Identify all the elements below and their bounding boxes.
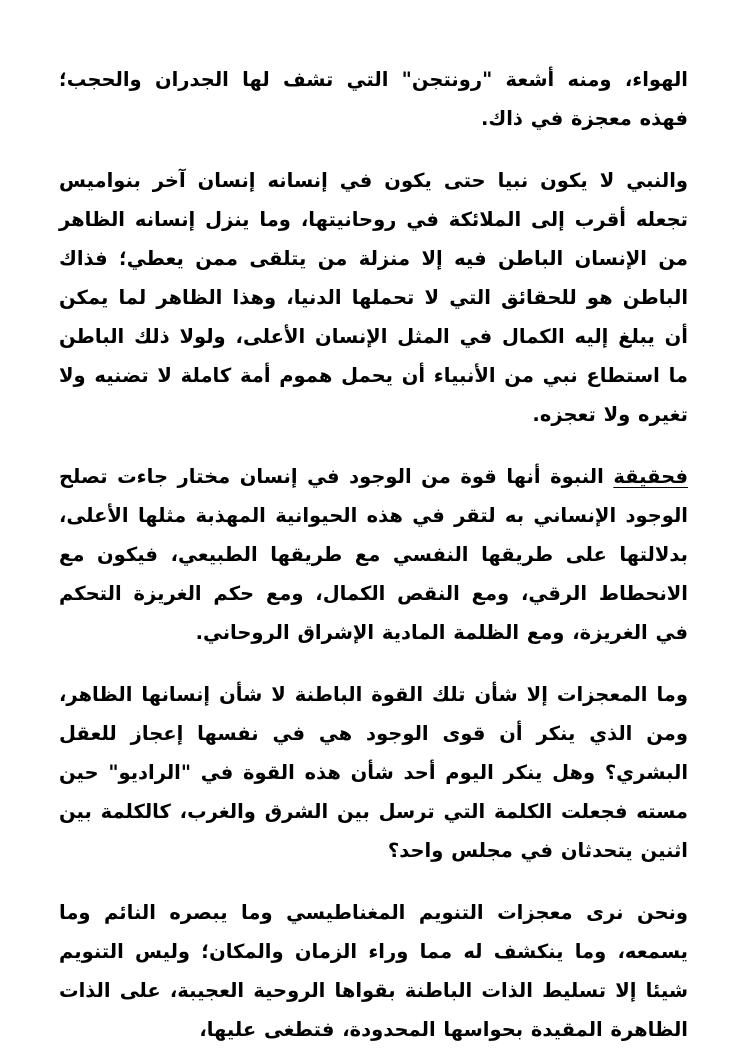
paragraph-1 — [59, 60, 688, 138]
paragraph-5-text: ونحن نرى معجزات التنويم المغناطيسي وما يبصره النائم وما يسمعه، وما ينكشف له مما وراء الزمان والمكان؛ وليس التنويم شيئا إلا تسليط الذات الباطنة بقواها الروحية العجيبة، على الذات الظاهرة المقيدة بحواسها المحدودة، فتطغى عليها، — [59, 901, 688, 1041]
paragraph-3-text: النبوة أنها قوة من الوجود في إنسان مختار جاءت تصلح الوجود الإنساني به لتقر في هذه الحيوانية المهذبة مثلها الأعلى، بدلالتها على طريقها النفسي مع طريقها الطبيعي، فيكون مع الانحطاط الرقي، ومع النقص الكمال، ومع حكم الغريزة التحكم في الغريزة، ومع الظلمة المادية الإشراق الروحاني. — [59, 465, 688, 644]
paragraph-5 — [59, 893, 688, 1049]
paragraph-4-text: وما المعجزات إلا شأن تلك القوة الباطنة لا شأن إنسانها الظاهر، ومن الذي ينكر أن قوى الوجود هي في نفسها إعجاز للعقل البشري؟ وهل ينكر اليوم أحد شأن هذه القوة في "الراديو" حين مسته فجعلت الكلمة التي ترسل بين الشرق والغرب، كالكلمة بين اثنين يتحدثان في مجلس واحد؟ — [59, 683, 688, 862]
paragraph-1-text: الهواء، ومنه أشعة "رونتجن" التي تشف لها الجدران والحجب؛ فهذه معجزة في ذاك. — [59, 68, 688, 130]
underlined-word: فحقيقة — [613, 465, 688, 488]
paragraph-4 — [59, 675, 688, 870]
paragraph-2 — [59, 161, 688, 434]
paragraph-2-text: والنبي لا يكون نبيا حتى يكون في إنسانه إنسان آخر بنواميس تجعله أقرب إلى الملائكة في روحانيتها، وما ينزل إنسانه الظاهر من الإنسان الباطن فيه إلا منزلة من يتلقى ممن يعطي؛ فذاك الباطن هو للحقائق التي لا تحملها الدنيا، وهذا الظاهر لما يمكن أن يبلغ إليه الكمال في المثل الإنسان الأعلى، ولولا ذلك الباطن ما استطاع نبي من الأنبياء أن يحمل هموم أمة كاملة لا تضنيه ولا تغيره ولا تعجزه. — [59, 169, 688, 426]
paragraph-3 — [59, 457, 688, 652]
